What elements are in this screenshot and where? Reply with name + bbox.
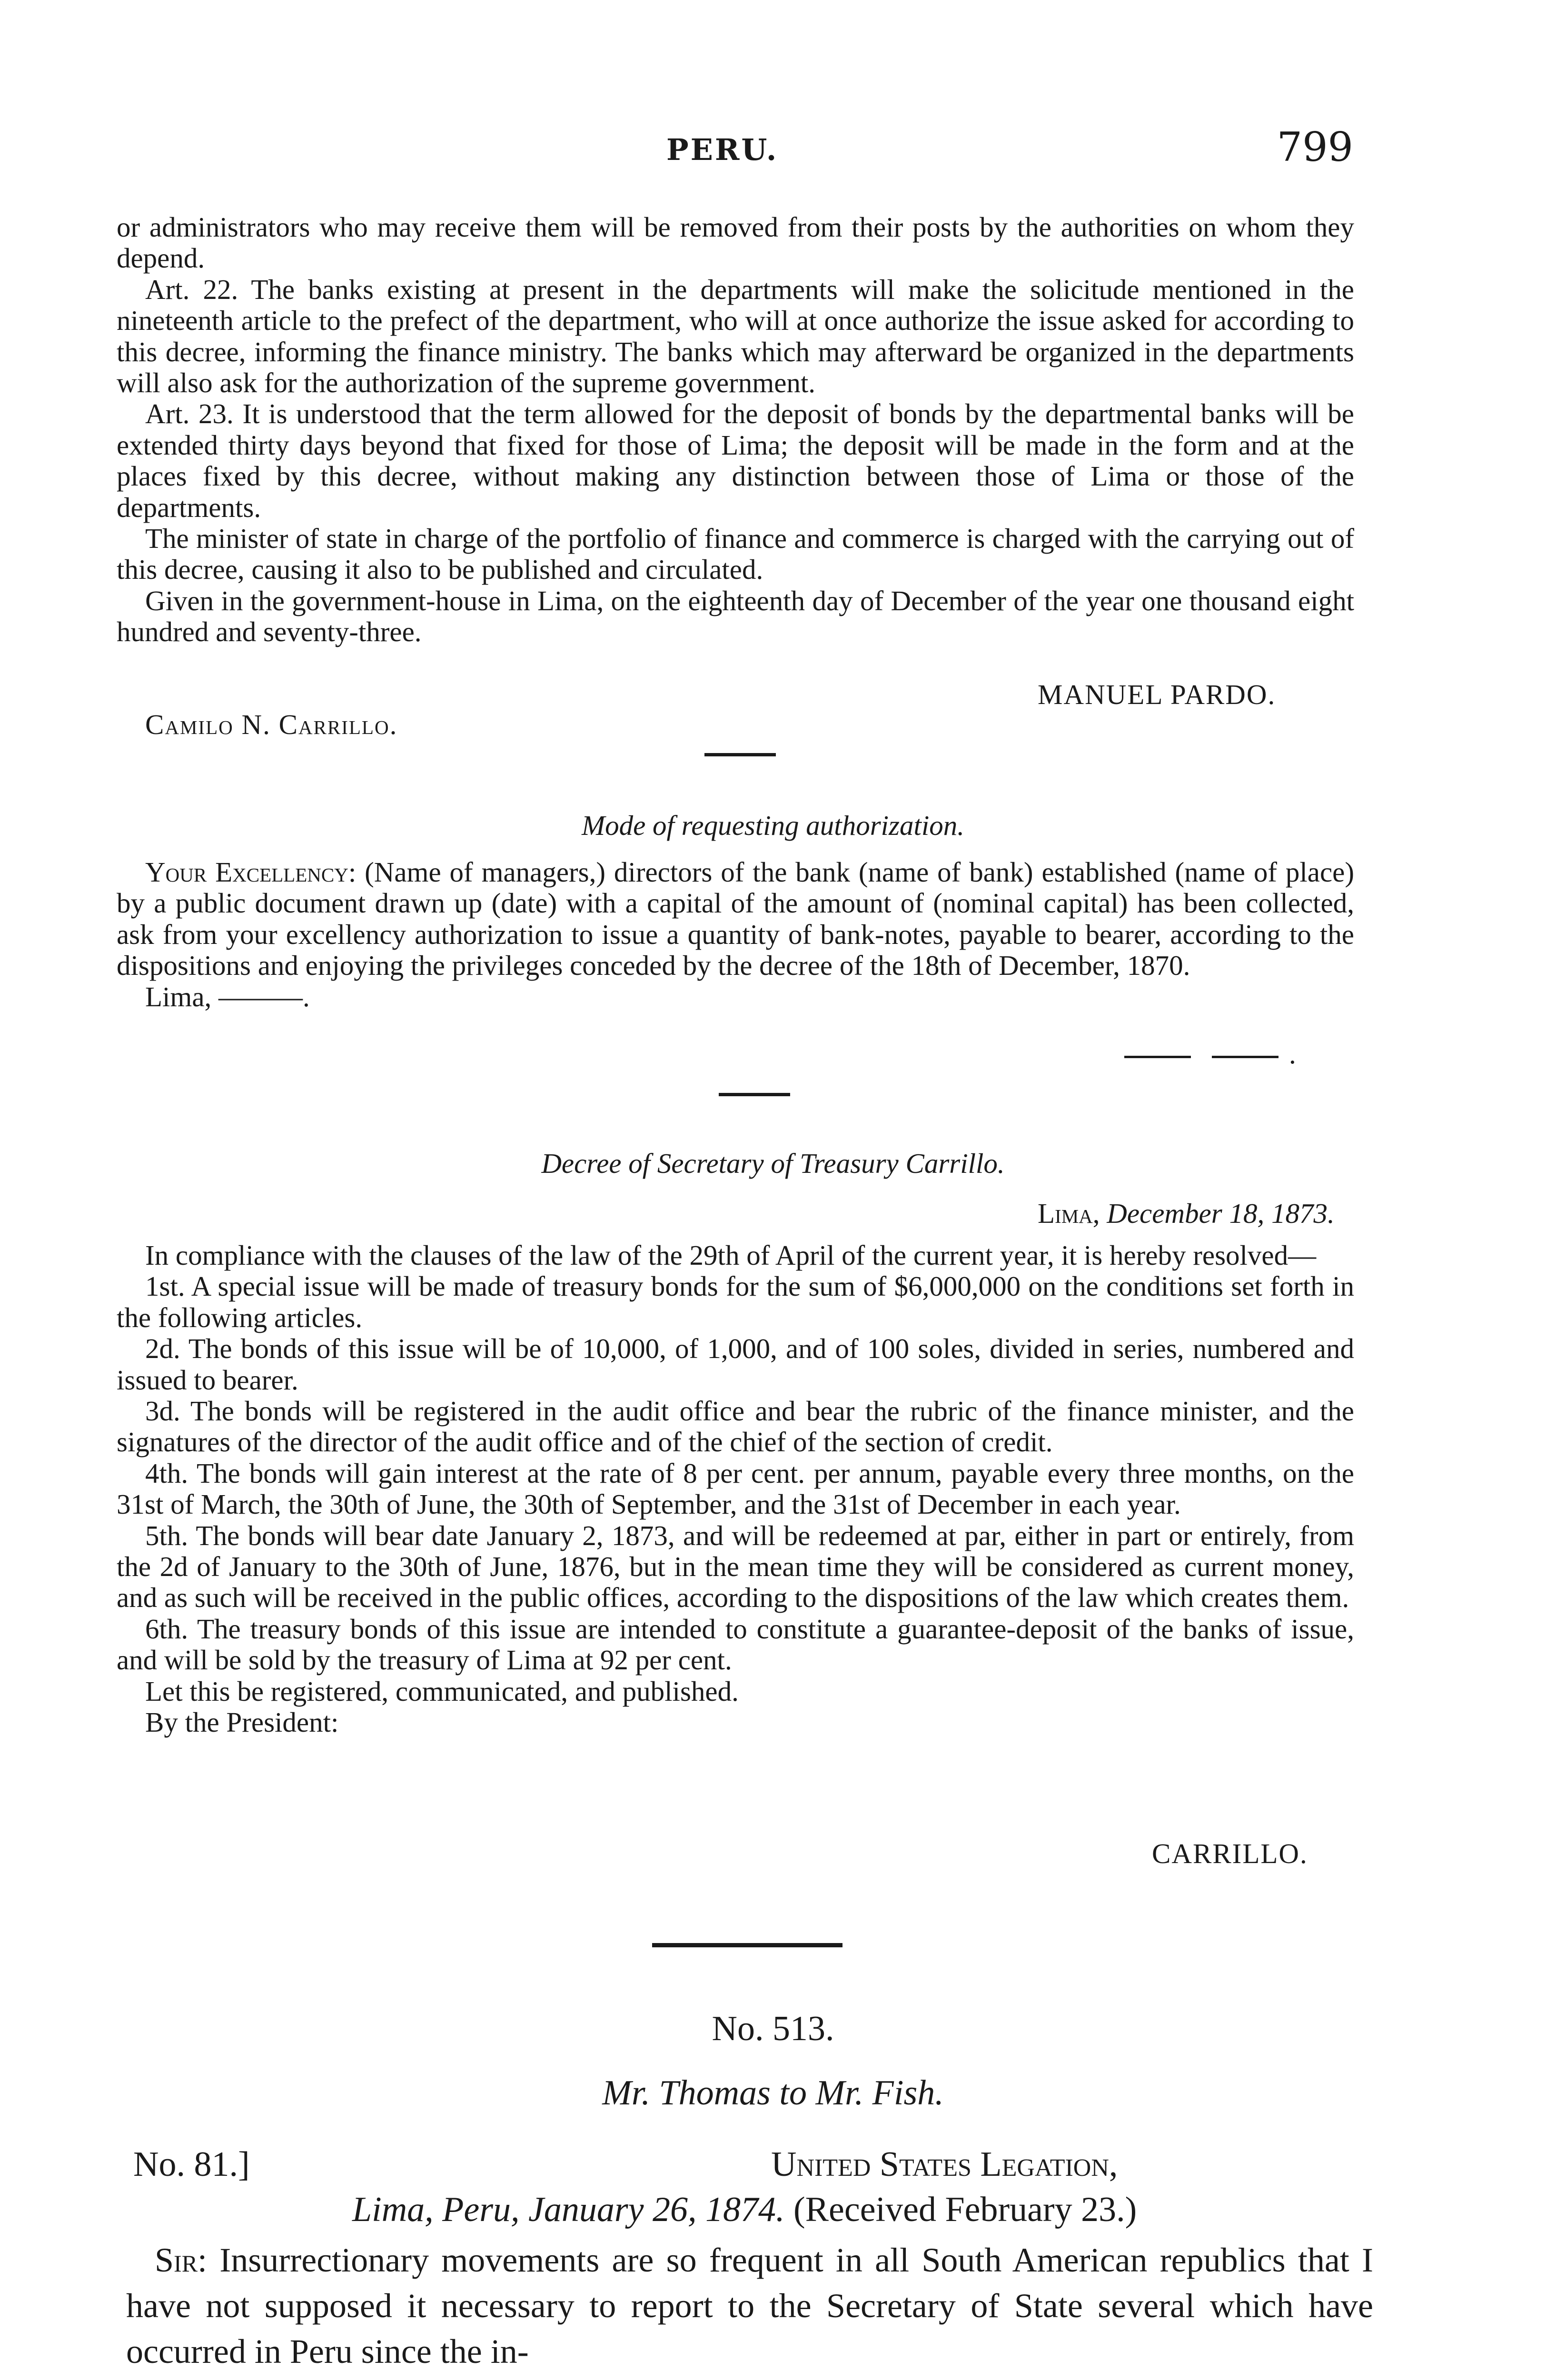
mode-title: Mode of requesting authorization. (581, 810, 965, 841)
dateline-place: Lima, (1038, 1198, 1100, 1229)
section-divider (652, 1943, 842, 1947)
letter-salutation: Sir: (155, 2241, 208, 2279)
document-number: No. 513. (712, 2009, 834, 2048)
page-header (0, 119, 1546, 176)
decree-paragraph: Art. 22. The banks existing at present in the departments will make the solicitude mentioned in the nineteenth article to the prefect of the department, who will at once authorize the issue asked for according to this decree, informing the finance ministry. The banks which may afterward be organized in the departments will also ask for the authorization of the supreme government. (117, 273, 1354, 399)
decree-paragraph: or administrators who may receive them will be removed from their posts by the authorities on whom they depend. (117, 211, 1354, 274)
decree-text-block (117, 212, 1354, 648)
legation-name: United States Legation, (771, 2145, 1118, 2184)
decree2-paragraph: Let this be registered, communicated, and published. (145, 1675, 739, 1707)
decree2-text-block (117, 1240, 1354, 1738)
decree2-paragraph: In compliance with the clauses of the law of the 29th of April of the current year, it is hereby resolved— (145, 1240, 1317, 1271)
mode-text-block (117, 857, 1354, 1012)
dispatch-received: (Received February 23.) (793, 2190, 1137, 2229)
document-title: Mr. Thomas to Mr. Fish. (602, 2073, 944, 2112)
dateline-date: December 18, 1873. (1107, 1198, 1335, 1229)
mode-body: : (Name of managers,) directors of the bank (name of bank) established (name of place) by a public document drawn up (date) with a capital of the amount of (nominal capital) has been collected, ask from your excellency authorization to issue a quantity of bank-notes, payable to bearer, according to the dispositions and enjoying the privileges conceded by the decree of the 18th of December, 1870. (117, 856, 1354, 982)
decree-paragraph: Given in the government-house in Lima, on the eighteenth day of December of the year one thousand eight hundred and seventy-three. (117, 585, 1354, 648)
signature-carrillo-minister: Camilo N. Carrillo. (145, 709, 398, 740)
decree-paragraph: The minister of state in charge of the portfolio of finance and commerce is charged with the carrying out of this decree, causing it also to be published and circulated. (117, 523, 1354, 585)
signature-blank: . (1114, 1038, 1297, 1071)
decree2-paragraph: By the President: (145, 1706, 339, 1738)
mode-place: Lima, ———. (145, 981, 310, 1012)
decree-paragraph: Art. 23. It is understood that the term allowed for the deposit of bonds by the departmental banks will be extended thirty days beyond that fixed for those of Lima; the deposit will be made in the form and at the places fixed by this decree, without making any distinction between those of Lima or those of the departments. (117, 398, 1354, 523)
running-head: PERU. (666, 132, 779, 167)
divider (719, 1093, 790, 1096)
page-number: 799 (1277, 124, 1353, 170)
decree2-paragraph: 6th. The treasury bonds of this issue are intended to constitute a guarantee-deposit of the banks of issue, and will be sold by the treasury of Lima at 92 per cent. (117, 1613, 1354, 1676)
dispatch-dateline (352, 2190, 1137, 2230)
letter-body: Insurrectionary movements are so frequent in all South American republics that I have not supposed it necessary to report to the Secretary of State several which have occurred in Peru since the in- (126, 2241, 1374, 2370)
decree2-paragraph: 1st. A special issue will be made of treasury bonds for the sum of $6,000,000 on the conditions set forth in the following articles. (117, 1270, 1354, 1333)
decree2-paragraph: 5th. The bonds will bear date January 2, 1873, and will be redeemed at par, either in part or entirely, from the 2d of January to the 30th of June, 1876, but in the mean time they will be considered as current money, and as such will be received in the public offices, according to the dispositions of the law which creates them. (117, 1519, 1354, 1614)
decree2-dateline (1038, 1197, 1335, 1230)
mode-salutation: Your Excellency (145, 856, 348, 888)
dispatch-place-date: Lima, Peru, January 26, 1874. (352, 2190, 785, 2229)
letter-text-block (126, 2237, 1373, 2374)
dispatch-number: No. 81.] (133, 2145, 250, 2184)
signature-pardo: MANUEL PARDO. (1038, 679, 1276, 710)
divider (704, 753, 776, 756)
signature-carrillo: CARRILLO. (1152, 1838, 1308, 1869)
decree2-title: Decree of Secretary of Treasury Carrillo. (541, 1148, 1005, 1179)
decree2-paragraph: 3d. The bonds will be registered in the audit office and bear the rubric of the finance minister, and the signatures of the director of the audit office and of the chief of the section of credit. (117, 1395, 1354, 1458)
decree2-paragraph: 2d. The bonds of this issue will be of 10,000, of 1,000, and of 100 soles, divided in series, numbered and issued to bearer. (117, 1333, 1354, 1396)
decree2-paragraph: 4th. The bonds will gain interest at the rate of 8 per cent. per annum, payable every three months, on the 31st of March, the 30th of June, the 30th of September, and the 31st of December in each year. (117, 1457, 1354, 1520)
